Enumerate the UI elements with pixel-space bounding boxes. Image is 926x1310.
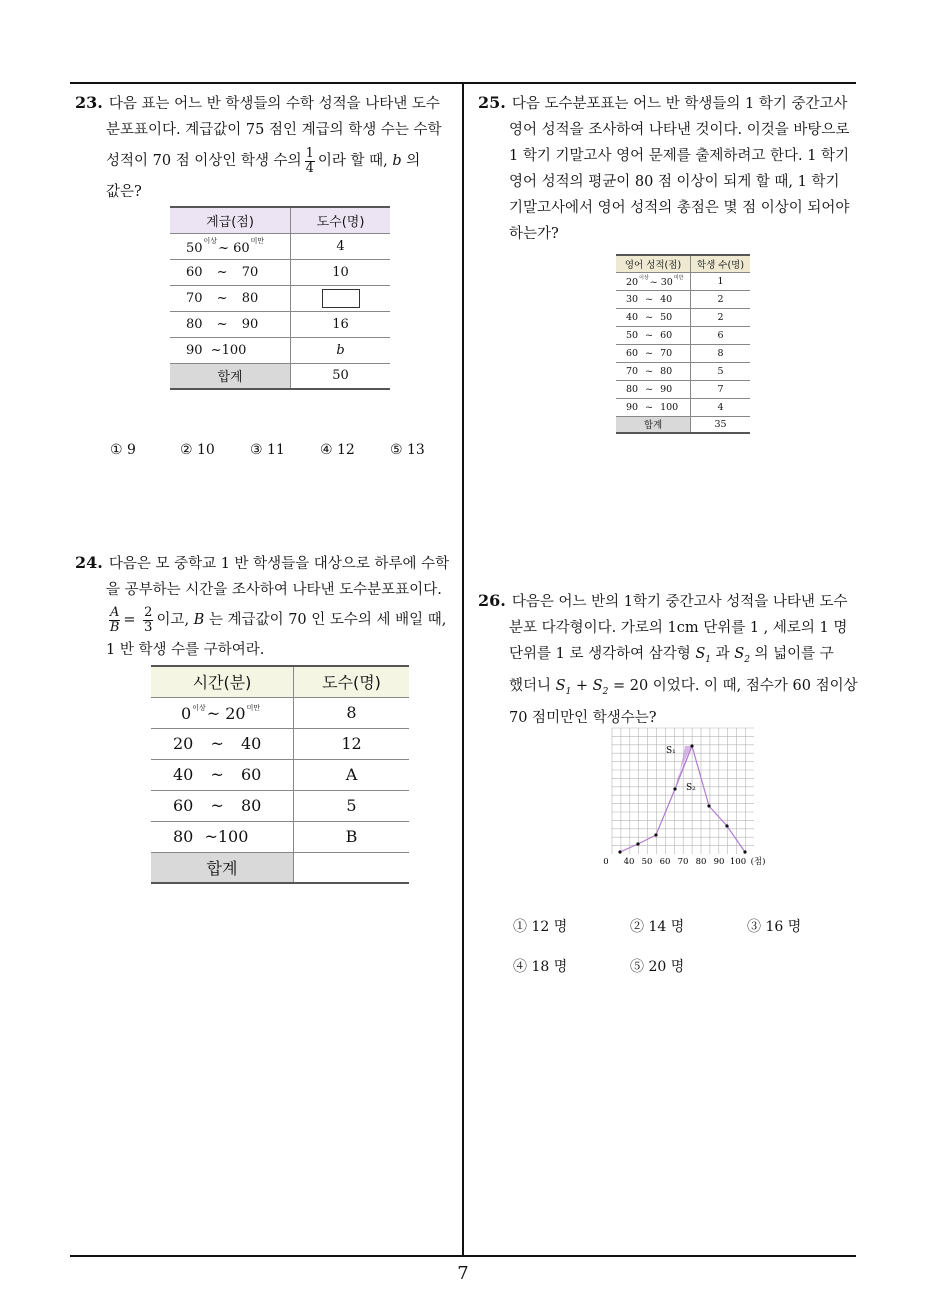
x-tick-100: 100 — [729, 857, 747, 867]
choice-5[interactable]: ⑤ 13 — [390, 442, 425, 458]
x-tick-70: 70 — [677, 857, 689, 867]
bottom-rule — [70, 1255, 856, 1257]
point — [636, 842, 639, 845]
fraction-one-quarter: $\frac{1}{4}$ — [305, 145, 314, 176]
point — [673, 787, 676, 790]
q25-frequency-table: 영어 성적(점) 학생 수(명) $20^{이상}\sim$ $30^{미만}$ 1 30 ~ 40 2 40 ~ 50 2 50 ~ 60 6 60 ~ 70 8 70 ~ 80 5 80 ~ 90 7 90 ~ 100 4 합계 35 — [616, 254, 750, 434]
question-number: 23. — [75, 93, 103, 112]
question-26: 26. 다음은 어느 반의 1학기 중간고사 성적을 나타낸 도수 분포 다각형이다. 가로의 1cm 단위를 1 , 세로의 1 명 단위를 1 로 생각하여 삼각형 $S_1$ 과 $S_2$ 의 넓이를 구 했더니 $S_1 + S_2 = 20$ 이었다. 이 때, 점수가 60 점이상 70 점미만인 학생수는? — [478, 591, 858, 726]
choice-2[interactable]: ② 10 — [180, 442, 215, 458]
question-number: 26. — [478, 591, 506, 610]
q24-frequency-table: 시간(분) 도수(명) $0^{이상}\sim$ $20^{미만}$ 8 20 ~ 40 12 40 ~ 60 A 60 ~ 80 5 80 ~100 B 합계 — [151, 665, 409, 884]
q23-frequency-table: 계급(점) 도수(명) $50^{이상}\sim$ $60^{미만}$ 4 60 ~ 70 10 70 ~ 80 80 ~ 90 16 90 ~100 b 합계 50 — [170, 206, 390, 390]
x-tick-labels — [603, 856, 765, 867]
question-number: 24. — [75, 553, 103, 572]
choice-3[interactable]: ③ 16 명 — [747, 919, 802, 935]
answer-blank-box — [322, 289, 360, 308]
choice-5[interactable]: ⑤ 20 명 — [630, 959, 685, 975]
x-tick-0: 0 — [603, 857, 609, 867]
choice-4[interactable]: ④ 18 명 — [513, 959, 568, 975]
s1-symbol: $S_1$ — [695, 646, 712, 665]
sum-equation: $S_1 + S_2 = 20$ — [555, 677, 649, 697]
point — [707, 804, 710, 807]
x-tick-80: 80 — [695, 857, 707, 867]
label-s2: S₂ — [686, 783, 696, 793]
question-25: 25. 다음 도수분포표는 어느 반 학생들의 1 학기 중간고사 영어 성적을 조사하여 나타낸 것이다. 이것을 바탕으로 1 학기 기말고사 영어 문제를 출제하려고 한다. 1 학기 영어 성적의 평균이 80 점 이상이 되게 할 때, 1 학기 기말고사에서 영어 성적의 총점은 몇 점 이상이 되어야 하는가? — [478, 93, 850, 242]
page-number: 7 — [457, 1263, 469, 1284]
x-tick-90: 90 — [713, 857, 725, 867]
question-24: 24. 다음은 모 중학교 1 반 학생들을 대상으로 하루에 수학 을 공부하는 시간을 조사하여 나타낸 도수분포표이다. $\frac{A}{B}$ = $\frac{2}{3}$ 이고, B 는 계급값이 70 인 도수의 세 배일 때, 1 반 학생 수를 구하여라. — [75, 553, 450, 658]
frequency-polygon-graph — [598, 722, 788, 872]
choice-2[interactable]: ② 14 명 — [630, 919, 685, 935]
point — [690, 744, 693, 747]
fraction-a-over-b: $\frac{A}{B}$ — [109, 604, 120, 635]
point — [618, 850, 621, 853]
x-tick-60: 60 — [659, 857, 671, 867]
question-number: 25. — [478, 93, 506, 112]
x-tick-40: 40 — [623, 857, 635, 867]
choice-1[interactable]: ① 12 명 — [513, 919, 568, 935]
column-divider — [462, 82, 464, 1257]
choice-1[interactable]: ① 9 — [110, 442, 136, 458]
label-s1: S₁ — [666, 746, 676, 756]
x-tick-50: 50 — [641, 857, 653, 867]
point — [725, 824, 728, 827]
choice-4[interactable]: ④ 12 — [320, 442, 355, 458]
s2-symbol: $S_2$ — [734, 646, 750, 665]
fraction-two-thirds: $\frac{2}{3}$ — [144, 604, 153, 635]
point — [743, 850, 746, 853]
question-23: 23. 다음 표는 어느 반 학생들의 수학 성적을 나타낸 도수 분포표이다. 계급값이 75 점인 계급의 학생 수는 수학 성적이 70 점 이상인 학생 수의 $\frac{1}{4}$ 이라 할 때, b 의 값은? — [75, 93, 442, 200]
point — [654, 833, 657, 836]
x-axis-unit: (점) — [750, 857, 766, 867]
choice-3[interactable]: ③ 11 — [250, 442, 285, 458]
